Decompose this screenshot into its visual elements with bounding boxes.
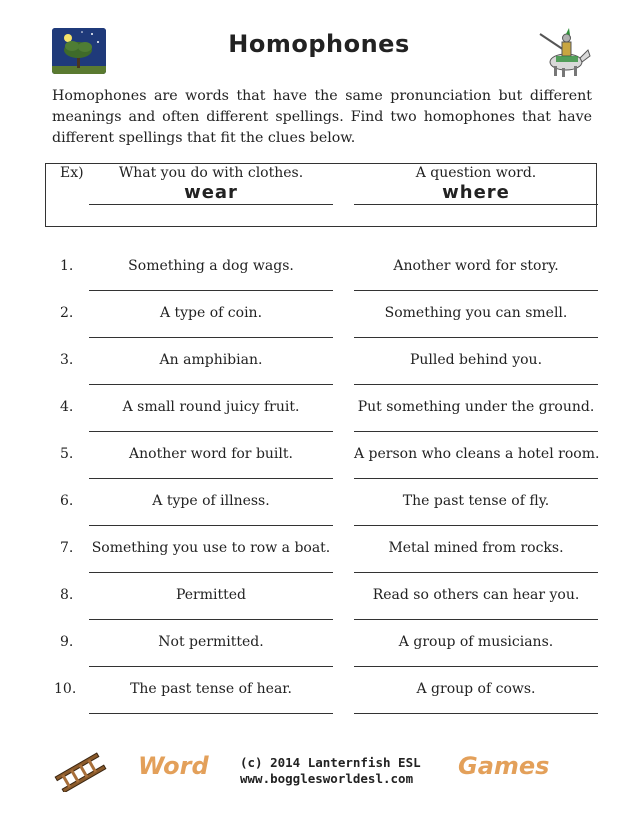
list-item [0, 634, 638, 681]
example-right-clue: A question word. [415, 165, 537, 181]
item-number: 9. [60, 634, 74, 650]
left-clue: The past tense of hear. [130, 681, 292, 697]
footer-credit [240, 755, 421, 787]
right-answer-line[interactable] [354, 478, 598, 479]
example-right-answer-line [354, 204, 598, 205]
left-clue: A type of coin. [159, 305, 263, 321]
list-item [0, 493, 638, 540]
footer-games-logo: Games [458, 752, 550, 780]
item-number: 6. [60, 493, 74, 509]
list-item [0, 352, 638, 399]
left-answer-line[interactable] [89, 666, 333, 667]
right-answer-line[interactable] [354, 337, 598, 338]
example-left-answer: wear [184, 182, 238, 203]
list-item [0, 587, 638, 634]
right-answer-line[interactable] [354, 384, 598, 385]
item-number: 4. [60, 399, 74, 415]
right-clue: Read so others can hear you. [372, 587, 580, 603]
left-answer-line[interactable] [89, 290, 333, 291]
right-clue: Put something under the ground. [357, 399, 595, 415]
list-item [0, 399, 638, 446]
left-clue: A small round juicy fruit. [122, 399, 300, 415]
left-clue: A type of illness. [152, 493, 270, 509]
left-clue: Not permitted. [158, 634, 264, 650]
left-answer-line[interactable] [89, 713, 333, 714]
left-clue: Something a dog wags. [128, 258, 294, 274]
example-box [45, 163, 597, 227]
right-answer-line[interactable] [354, 619, 598, 620]
right-answer-line[interactable] [354, 431, 598, 432]
page-title: Homophones [228, 30, 410, 58]
item-number: 2. [60, 305, 74, 321]
left-clue: Another word for built. [129, 446, 293, 462]
left-answer-line[interactable] [89, 525, 333, 526]
left-answer-line[interactable] [89, 572, 333, 573]
knight-on-horse-icon [536, 26, 592, 78]
footer-word-logo: Word [138, 752, 209, 780]
right-clue: Another word for story. [393, 258, 559, 274]
left-answer-line[interactable] [89, 619, 333, 620]
ladder-icon [52, 752, 108, 792]
example-left-clue: What you do with clothes. [118, 165, 304, 181]
left-clue: An amphibian. [159, 352, 263, 368]
item-number: 8. [60, 587, 74, 603]
left-answer-line[interactable] [89, 337, 333, 338]
list-item [0, 681, 638, 728]
example-label: Ex) [60, 165, 84, 181]
left-answer-line[interactable] [89, 478, 333, 479]
right-answer-line[interactable] [354, 290, 598, 291]
copyright-text: (c) 2014 Lanternfish ESL [240, 755, 421, 770]
item-number: 5. [60, 446, 74, 462]
item-number: 7. [60, 540, 74, 556]
item-number: 10. [54, 681, 77, 697]
list-item [0, 258, 638, 305]
item-number: 1. [60, 258, 74, 274]
right-clue: Something you can smell. [384, 305, 568, 321]
instructions: Homophones are words that have the same pronunciation but different meanings and often different spellings. Find two homophones that have different spellings that fit the clues below. [52, 88, 592, 146]
example-left-answer-line [89, 204, 333, 205]
right-clue: Pulled behind you. [409, 352, 543, 368]
right-answer-line[interactable] [354, 713, 598, 714]
right-clue: A person who cleans a hotel room. [354, 446, 600, 462]
list-item [0, 540, 638, 587]
list-item [0, 446, 638, 493]
item-number: 3. [60, 352, 74, 368]
left-clue: Permitted [175, 587, 247, 603]
right-clue: Metal mined from rocks. [388, 540, 564, 556]
list-item [0, 305, 638, 352]
right-answer-line[interactable] [354, 666, 598, 667]
right-clue: A group of musicians. [398, 634, 554, 650]
left-answer-line[interactable] [89, 384, 333, 385]
right-answer-line[interactable] [354, 572, 598, 573]
left-clue: Something you use to row a boat. [91, 540, 331, 556]
right-clue: A group of cows. [416, 681, 536, 697]
example-right-answer: where [442, 182, 510, 203]
right-clue: The past tense of fly. [402, 493, 550, 509]
right-answer-line[interactable] [354, 525, 598, 526]
website-link[interactable]: www.bogglesworldesl.com [240, 771, 414, 786]
left-answer-line[interactable] [89, 431, 333, 432]
